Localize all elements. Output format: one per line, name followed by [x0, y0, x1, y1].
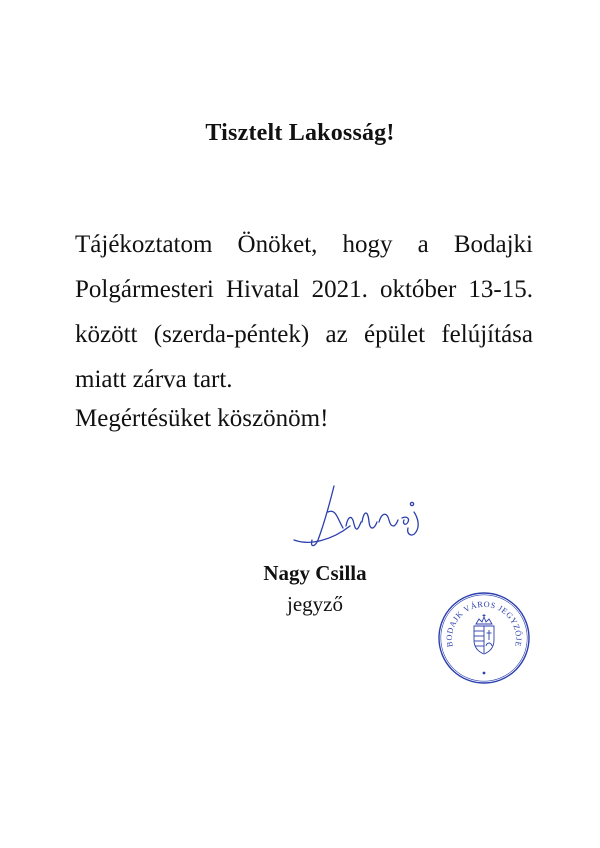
closing-thanks: Megértésüket köszönöm! — [75, 405, 329, 432]
announcement-text: Tájékoztatom Önöket, hogy a Bodajki Polgármesteri Hivatal 2021. október 13-15. között (szerda-péntek) az épület felújítása miatt zárva tart. — [75, 231, 533, 393]
official-stamp — [436, 590, 532, 686]
greeting-heading: Tisztelt Lakosság! — [205, 120, 395, 146]
signatory-title: jegyző — [287, 592, 343, 616]
coat-of-arms-icon — [474, 614, 494, 654]
signatory-name: Nagy Csilla — [263, 561, 367, 585]
svg-text:BODAJK VÁROS JEGYZŐJE: BODAJK VÁROS JEGYZŐJE — [444, 599, 524, 648]
handwritten-signature — [290, 482, 440, 562]
